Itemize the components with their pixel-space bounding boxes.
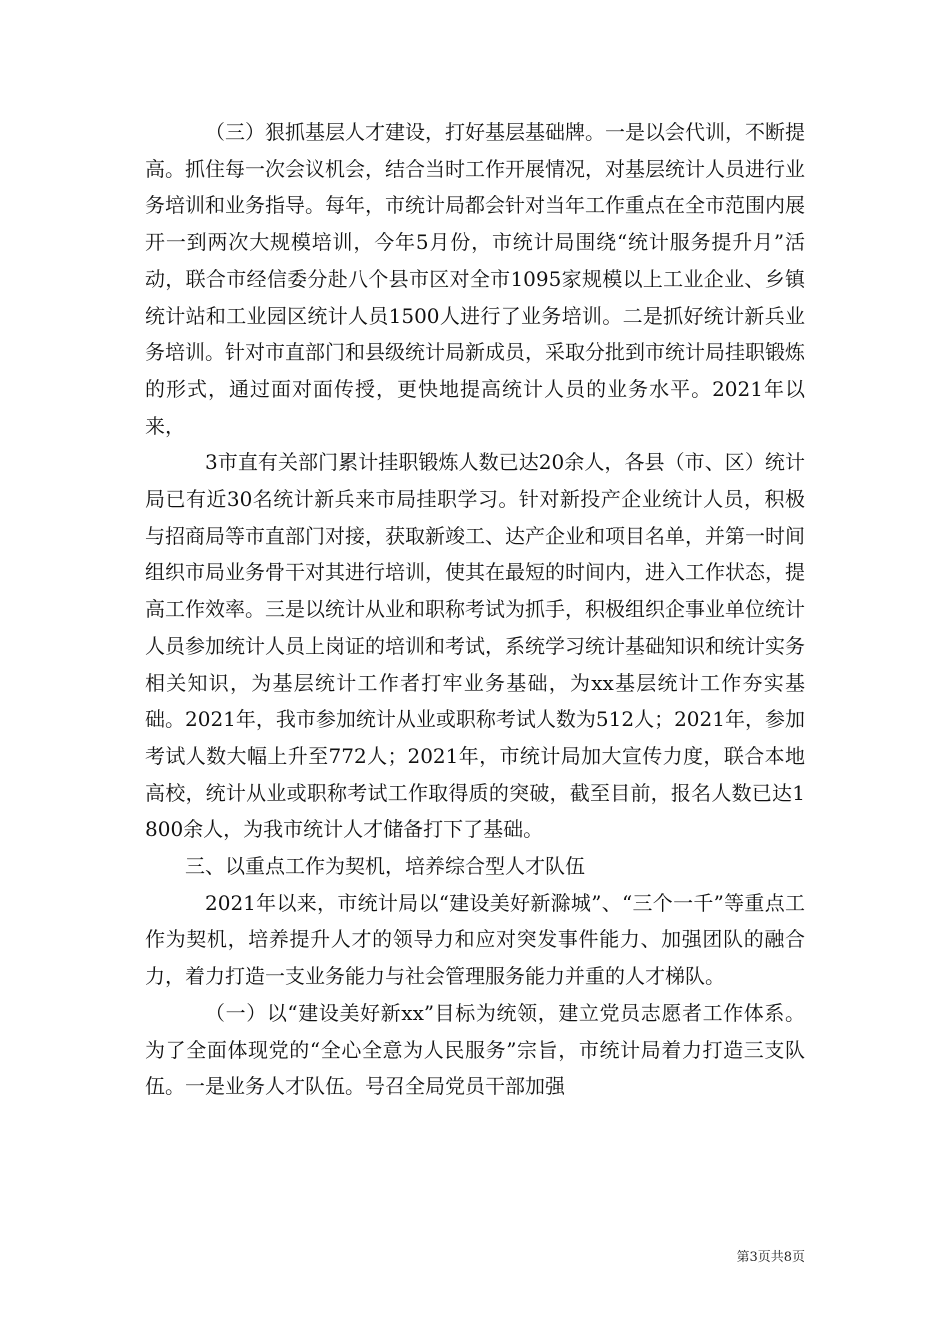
section-heading-key-work: 三、以重点工作为契机，培养综合型人才队伍 (185, 854, 585, 879)
paragraph-volunteer-system: （一）以“建设美好新xx”目标为统领，建立党员志愿者工作体系。为了全面体现党的“全心全意为人民服务”宗旨，市统计局着力打造三支队伍。一是业务人才队伍。号召全局党员干部加强 (145, 1000, 805, 1099)
paragraph-grassroots-talent: （三）狠抓基层人才建设，打好基层基础牌。一是以会代训，不断提高。抓住每一次会议机会，结合当时工作开展情况，对基层统计人员进行业务培训和业务指导。每年，市统计局都会针对当年工作重点在全市范围内展开一到两次大规模培训，今年5月份，市统计局围绕“统计服务提升月”活动，联合市经信委分赴八个县市区对全市1095家规模以上工业企业、乡镇统计站和工业园区统计人员1500人进行了业务培训。二是抓好统计新兵业务培训。针对市直部门和县级统计局新成员，采取分批到市统计局挂职锻炼的形式，通过面对面传授，更快地提高统计人员的业务水平。2021年以来， (145, 120, 805, 438)
paragraph-secondment-training: 3市直有关部门累计挂职锻炼人数已达20余人，各县（市、区）统计局已有近30名统计新兵来市局挂职学习。针对新投产企业统计人员，积极与招商局等市直部门对接，获取新竣工、达产企业和项目名单，并第一时间组织市局业务骨干对其进行培训，使其在最短的时间内，进入工作状态，提高工作效率。三是以统计从业和职称考试为抓手，积极组织企事业单位统计人员参加统计人员上岗证的培训和考试，系统学习统计基础知识和统计实务相关知识，为基层统计工作者打牢业务基础，为xx基层统计工作夯实基础。2021年，我市参加统计从业或职称考试人数为512人；2021年，参加考试人数大幅上升至772人；2021年，市统计局加大宣传力度，联合本地高校，统计从业或职称考试工作取得质的突破，截至目前，报名人数已达1800余人，为我市统计人才储备打下了基础。 (145, 450, 805, 842)
page-number-footer: 第3页共8页 (736, 1250, 805, 1265)
document-body (145, 114, 805, 1105)
paragraph-key-work-intro: 2021年以来，市统计局以“建设美好新滁城”、“三个一千”等重点工作为契机，培养提升人才的领导力和应对突发事件能力、加强团队的融合力，着力打造一支业务能力与社会管理服务能力并重的人才梯队。 (145, 890, 805, 989)
